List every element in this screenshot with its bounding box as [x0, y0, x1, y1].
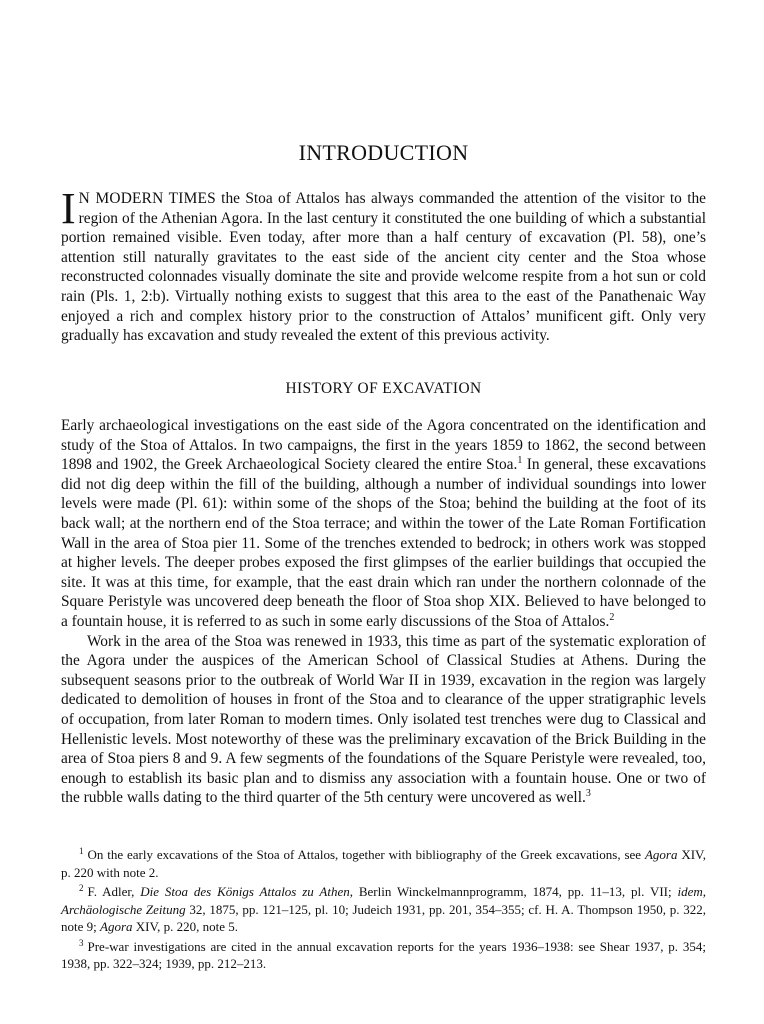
footnote-text: , Berlin Winckelmannprogramm, 1874, pp. 11–13, pl. VII;: [349, 884, 678, 899]
footnote-italic: idem, Archäologische Zeitung: [61, 884, 706, 917]
intro-lead: N MODERN TIMES: [78, 190, 216, 207]
paragraph-1-text-a: Early archaeological investigations on the east side of the Agora concentrated on the identification and study of the Stoa of Attalos. In two campaigns, the first in the years 1859 to 1862, the second between 1898 and 1902, the Greek Archaeological Society cleared the entire Stoa.: [61, 417, 706, 474]
footnotes: [61, 846, 706, 975]
footnote-number: 1: [79, 846, 84, 856]
paragraph-1-text-b: In general, these excavations did not dig deep within the fill of the building, although a number of individual soundings into lower levels were made (Pl. 61): within some of the shops of the Stoa; behind the building at the foot of its back wall; at the northern end of the Stoa terrace; and within the tower of the Late Roman Fortification Wall in the area of Stoa pier 11. Some of the trenches extended to bedrock; in others work was stopped at higher levels. The deeper probes exposed the first glimpses of the earlier buildings that occupied the site. It was at this time, for example, that the east drain which ran under the northern colonnade of the Square Peristyle was uncovered deep beneath the floor of Stoa shop XIX. Believed to have belonged to a fountain house, it is referred to as such in some early discussions of the Stoa of Attalos.: [61, 456, 706, 630]
footnote-ref-2: 2: [609, 611, 615, 623]
footnote-number: 3: [79, 937, 84, 948]
footnote-number: 2: [79, 883, 84, 893]
body-text: [61, 416, 706, 808]
footnote-text: XIV, p. 220, note 5.: [132, 919, 239, 934]
footnote-ref-3: 3: [585, 788, 591, 800]
section-heading: HISTORY OF EXCAVATION: [285, 380, 482, 397]
footnote-2: [61, 883, 706, 936]
footnote-text: Pre-war investigations are cited in the annual excavation reports for the years 1936–1938: see Shear 1937, p. 354; 1938, pp. 322–324; 1939, pp. 212–213.: [61, 938, 706, 971]
footnote-text: F. Adler,: [87, 884, 141, 899]
footnote-italic: Agora: [644, 847, 678, 862]
footnote-ref-1: 1: [517, 455, 523, 467]
footnote-1: [61, 846, 706, 881]
footnote-text: XIV, p. 220 with note 2.: [61, 847, 707, 880]
footnote-italic: Agora: [100, 919, 133, 934]
footnote-text: 32, 1875, pp. 121–125, pl. 10; Judeich 1931, pp. 201, 354–355; cf. H. A. Thompson 1950, p. 322, note 9;: [61, 901, 706, 934]
footnote-3: [61, 938, 706, 973]
intro-paragraph: [61, 184, 706, 346]
paragraph-1: [61, 416, 706, 632]
intro-block: [61, 184, 706, 346]
page-title: INTRODUCTION: [298, 140, 469, 165]
drop-cap: I: [61, 184, 76, 233]
footnote-text: On the early excavations of the Stoa of Attalos, together with bibliography of the Greek excavations, see: [87, 847, 645, 862]
paragraph-2: [61, 632, 706, 808]
paragraph-2-text: Work in the area of the Stoa was renewed in 1933, this time as part of the systematic exploration of the Agora under the auspices of the American School of Classical Studies at Athens. During the subsequent seasons prior to the outbreak of World War II in 1939, excavation in the region was largely dedicated to demolition of houses in front of the Stoa and to clearance of the upper stratigraphic levels of occupation, from later Roman to modern times. Only isolated test trenches were dug to Classical and Hellenistic levels. Most noteworthy of these was the preliminary excavation of the Brick Building in the area of Stoa piers 8 and 9. A few segments of the foundations of the Square Peristyle were revealed, too, enough to establish its basic plan and to dismiss any association with a fountain house. One or two of the rubble walls dating to the third quarter of the 5th century were uncovered as well.: [61, 632, 706, 807]
intro-text: the Stoa of Attalos has always commanded the attention of the visitor to the region of the Athenian Agora. In the last century it constituted the one building of which a substantial portion remained visible. Even today, after more than a half century of excavation (Pl. 58), one’s attention still naturally gravitates to the east side of the ancient city center and the Stoa whose reconstructed colonnades visually dominate the site and provide welcome respite from a hot sun or cold rain (Pls. 1, 2:b). Virtually nothing exists to suggest that this area to the east of the Panathenaic Way enjoyed a rich and complex history prior to the construction of Attalos’ munificent gift. Only very gradually has excavation and study revealed the extent of this previous activity.: [61, 190, 706, 345]
footnote-italic: Die Stoa des Königs Attalos zu Athen: [140, 884, 350, 899]
